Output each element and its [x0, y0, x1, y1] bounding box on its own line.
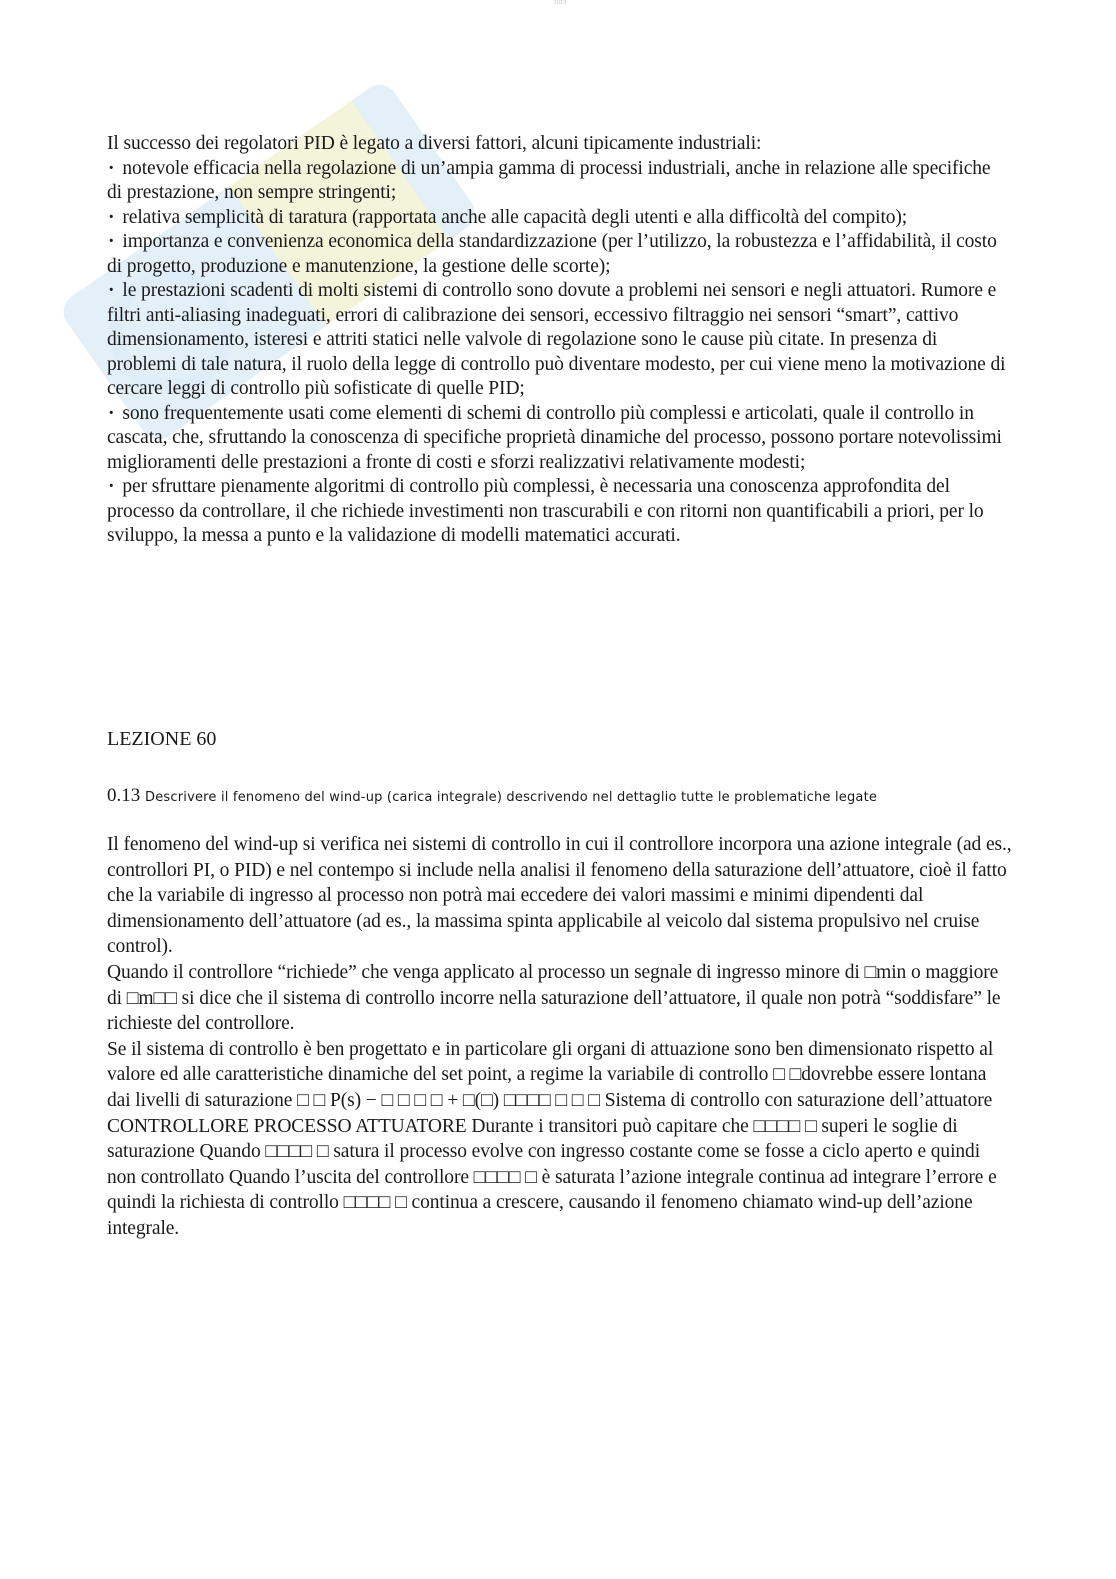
intro-bullet: · notevole efficacia nella regolazione di un’ampia gamma di processi industriali, anche in relazione alle specifiche di prestazione, non sempre stringenti;	[107, 157, 1007, 206]
question-number: 0.13	[107, 785, 141, 806]
intro-bullet: · importanza e convenienza economica della standardizzazione (per l’utilizzo, la robustezza e l’affidabilità, il costo di progetto, produzione e manutenzione, la gestione delle scorte);	[107, 230, 1007, 279]
header-mark: 2013	[553, 0, 567, 6]
answer-paragraph: Il fenomeno del wind-up si verifica nei sistemi di controllo in cui il controllore incorpora una azione integrale (ad es., controllori PI, o PID) e nel contempo si include nella analisi il fenomeno della saturazione dell’attuatore, cioè il fatto che la variabile di ingresso al processo non potrà mai eccedere dei valori massimi e minimi dipendenti dal dimensionamento dell’attuatore (ad es., la massima spinta applicabile al veicolo dal sistema propulsivo nel cruise control).	[107, 834, 1012, 958]
intro-bullet: · per sfruttare pienamente algoritmi di controllo più complessi, è necessaria una conoscenza approfondita del processo da controllare, il che richiede investimenti non trascurabili e con ritorni non quantificabili a priori, per lo sviluppo, la messa a punto e la validazione di modelli matematici accurati.	[107, 475, 1007, 549]
intro-bullet: · le prestazioni scadenti di molti sistemi di controllo sono dovute a problemi nei sensori e negli attuatori. Rumore e filtri anti-aliasing inadeguati, errori di calibrazione dei sensori, eccessivo filtraggio nei sensori “smart”, cattivo dimensionamento, isteresi e attriti statici nelle valvole di regolazione sono le cause più citate. In presenza di problemi di tale natura, il ruolo della legge di controllo può diventare modesto, per cui viene meno la motivazione di cercare leggi di controllo più sofisticate di quelle PID;	[107, 279, 1007, 402]
lesson-title: LEZIONE 60	[107, 728, 217, 750]
answer-section	[107, 832, 1012, 1242]
intro-lead: Il successo dei regolatori PID è legato a diversi fattori, alcuni tipicamente industriali:	[107, 133, 762, 154]
intro-section	[107, 132, 1007, 549]
question-text: Descrivere il fenomeno del wind-up (carica integrale) descrivendo nel dettaglio tutte le problematiche legate	[145, 790, 878, 805]
intro-bullet: · sono frequentemente usati come elementi di schemi di controllo più complessi e articolati, quale il controllo in cascata, che, sfruttando la conoscenza di specifiche proprietà dinamiche del processo, possono portare notevolissimi miglioramenti delle prestazioni a fronte di costi e sforzi realizzativi relativamente modesti;	[107, 402, 1007, 476]
answer-paragraph: Quando il controllore “richiede” che venga applicato al processo un segnale di ingresso minore di □min o maggiore di □m□□ si dice che il sistema di controllo incorre nella saturazione dell’attuatore, il quale non potrà “soddisfare” le richieste del controllore.	[107, 961, 1001, 1035]
intro-bullet: · relativa semplicità di taratura (rapportata anche alle capacità degli utenti e alla difficoltà del compito);	[107, 206, 1007, 231]
question-heading	[107, 785, 1027, 807]
answer-paragraph: Se il sistema di controllo è ben progettato e in particolare gli organi di attuazione sono ben dimensionato rispetto al valore ed alle caratteristiche dinamiche del set point, a regime la variabile di controllo □ □dovrebbe essere lontana dai livelli di saturazione □ □ P(s) − □ □ □ □ + □(□) □□□□ □ □ □ Sistema di controllo con saturazione dell’attuatore CONTROLLORE PROCESSO ATTUATORE Durante i transitori può capitare che □□□□ □ superi le soglie di saturazione Quando □□□□ □ satura il processo evolve con ingresso costante come se fosse a ciclo aperto e quindi non controllato Quando l’uscita del controllore □□□□ □ è saturata l’azione integrale continua ad integrare l’errore e quindi la richiesta di controllo □□□□ □ continua a crescere, causando il fenomeno chiamato wind-up dell’azione integrale.	[107, 1038, 997, 1239]
